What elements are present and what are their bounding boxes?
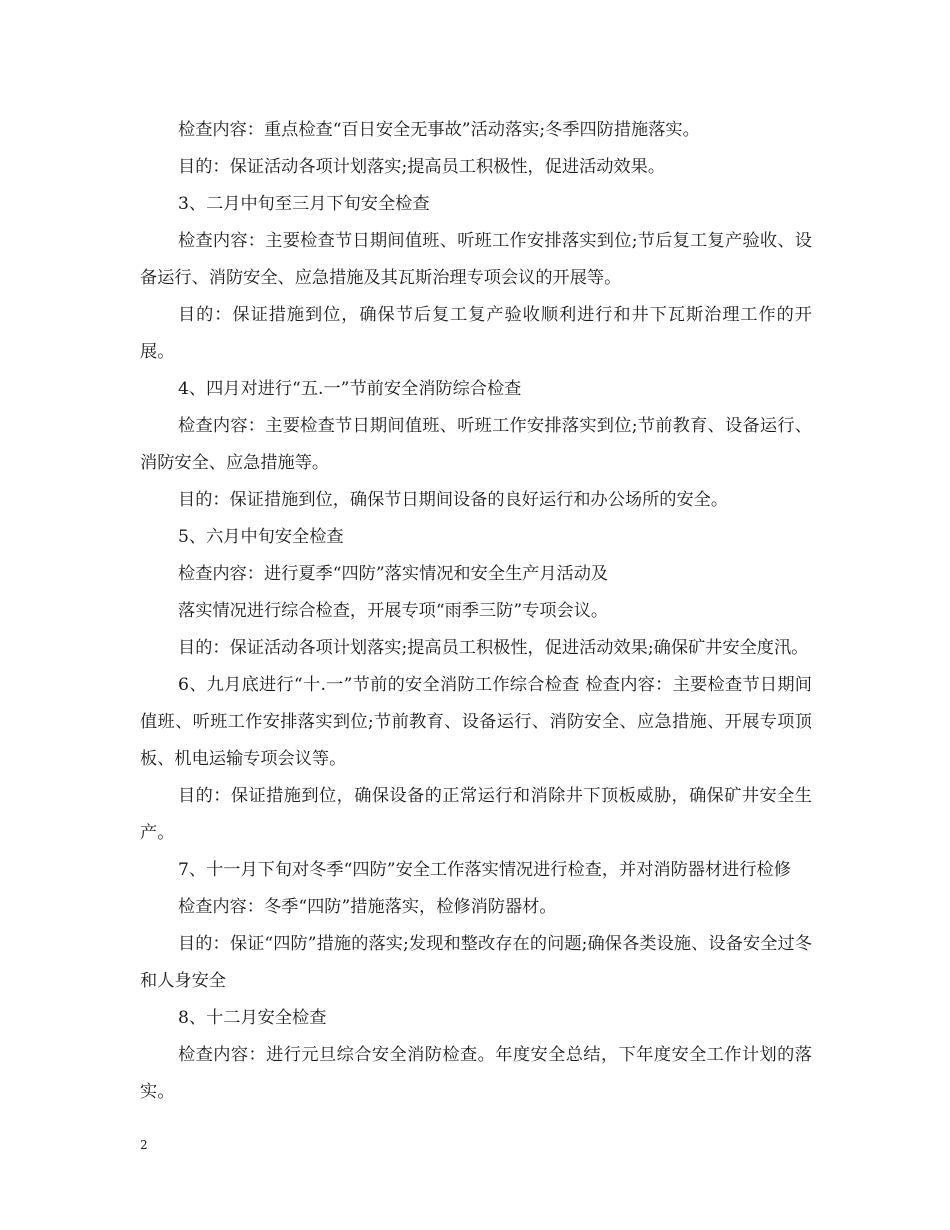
paragraph: 目的：保证活动各项计划落实;提高员工积极性，促进活动效果。 <box>178 157 666 177</box>
paragraph: 检查内容：重点检查“百日安全无事故”活动落实;冬季四防措施落实。 <box>178 120 700 140</box>
paragraph: 检查内容：主要检查节日期间值班、听班工作安排落实到位;节后复工复产验收、设备运行、消防安全、应急措施及其瓦斯治理专项会议的开展等。 <box>140 231 812 288</box>
paragraph: 检查内容：进行夏季“四防”落实情况和安全生产月活动及 <box>178 564 609 584</box>
section-heading: 3、二月中旬至三月下旬安全检查 <box>178 194 430 214</box>
page-number: 2 <box>140 1138 148 1152</box>
section-heading: 8、十二月安全检查 <box>178 1008 327 1028</box>
paragraph: 目的：保证措施到位，确保节日期间设备的良好运行和办公场所的安全。 <box>178 490 729 510</box>
section-heading: 6、九月底进行“十.一”节前的安全消防工作综合检查 检查内容：主要检查节日期间值班、听班工作安排落实到位;节前教育、设备运行、消防安全、应急措施、开展专项顶板、机电运输专项会议等。 <box>140 675 812 769</box>
paragraph: 目的：保证“四防”措施的落实;发现和整改存在的问题;确保各类设施、设备安全过冬和人身安全 <box>140 934 812 991</box>
document-body <box>140 112 812 1111</box>
paragraph: 检查内容：冬季“四防”措施落实，检修消防器材。 <box>178 897 557 917</box>
paragraph: 检查内容：进行元旦综合安全消防检查。年度安全总结，下年度安全工作计划的落实。 <box>140 1045 812 1102</box>
paragraph: 落实情况进行综合检查，开展专项“雨季三防”专项会议。 <box>178 601 609 621</box>
section-heading: 5、六月中旬安全检查 <box>178 527 344 547</box>
paragraph: 检查内容：主要检查节日期间值班、听班工作安排落实到位;节前教育、设备运行、消防安全、应急措施等。 <box>140 416 812 473</box>
paragraph: 目的：保证措施到位，确保设备的正常运行和消除井下顶板威胁，确保矿井安全生产。 <box>140 786 812 843</box>
paragraph: 目的：保证措施到位，确保节后复工复产验收顺利进行和井下瓦斯治理工作的开展。 <box>140 305 812 362</box>
section-heading: 7、十一月下旬对冬季“四防”安全工作落实情况进行检查，并对消防器材进行检修 <box>178 860 791 880</box>
paragraph: 目的：保证活动各项计划落实;提高员工积极性，促进活动效果;确保矿井安全度汛。 <box>178 638 809 658</box>
section-heading: 4、四月对进行“五.一”节前安全消防综合检查 <box>178 379 522 399</box>
